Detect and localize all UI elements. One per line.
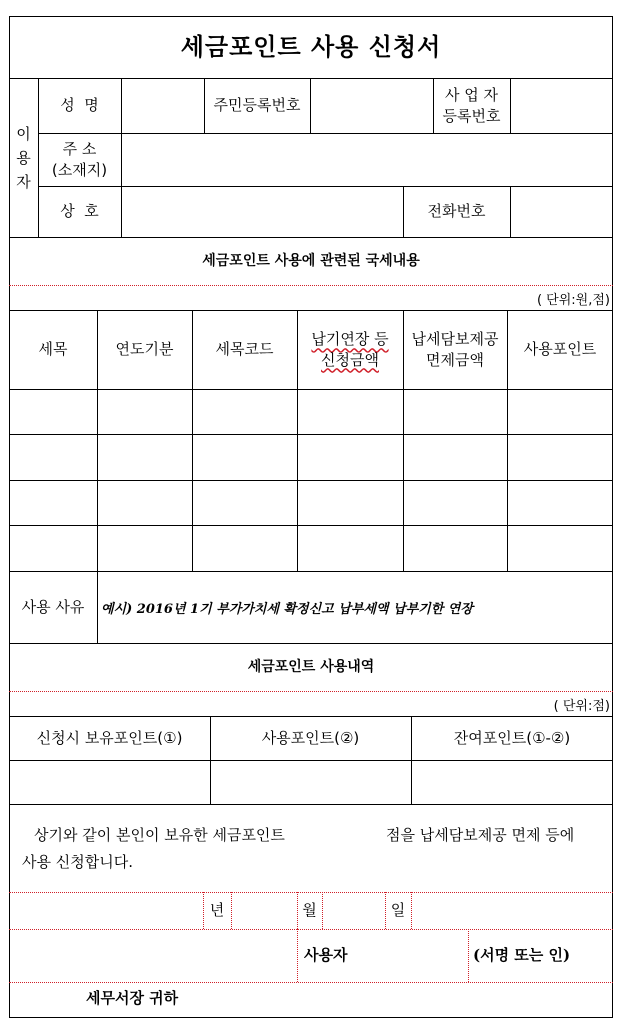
col-tax-code: 세목코드 (215, 340, 274, 359)
usage-section-heading: 세금포인트 사용내역 (247, 658, 375, 675)
user-label: 사용자 (304, 946, 348, 964)
day-label: 일 (390, 901, 406, 920)
col-remaining-points: 잔여포인트(①-②) (453, 728, 571, 747)
tax-section-heading: 세금포인트 사용에 관련된 국세내용 (202, 252, 420, 269)
day-field[interactable] (322, 892, 385, 929)
col-extension-amount (297, 310, 403, 389)
month-field[interactable] (231, 892, 297, 929)
form-title: 세금포인트 사용 신청서 (180, 32, 442, 62)
month-label: 월 (302, 901, 317, 920)
dotted-divider (9, 285, 613, 286)
col-used-points: 사용포인트(②) (261, 728, 360, 747)
col-year: 연도기분 (115, 340, 174, 359)
dotted-divider (9, 929, 613, 930)
dotted-divider (9, 691, 613, 692)
year-label: 년 (209, 901, 225, 920)
declaration-text-line2: 사용 신청합니다. (22, 853, 133, 871)
declaration-text-part2: 점을 납세담보제공 면제 등에 (386, 826, 575, 844)
col-extension-amount-text: 납기연장 등 신청금액 (311, 330, 389, 369)
business-no-label: 사 업 자 등록번호 (442, 86, 501, 125)
col-exempt-amount: 납세담보제공 면제금액 (411, 330, 499, 369)
table-row[interactable] (9, 434, 613, 480)
year-field[interactable] (9, 892, 203, 929)
address-field[interactable] (121, 133, 613, 186)
user-name-field[interactable] (360, 929, 468, 982)
dotted-divider (468, 929, 469, 982)
held-points-field[interactable] (9, 760, 210, 804)
name-label: 성 명 (60, 96, 99, 115)
business-no-field[interactable] (510, 78, 613, 133)
addressee: 세무서장 귀하 (86, 989, 179, 1007)
resident-no-field[interactable] (310, 78, 433, 133)
table-row[interactable] (9, 525, 613, 571)
phone-label: 전화번호 (427, 202, 486, 221)
declaration-points-field[interactable] (336, 820, 382, 844)
phone-field[interactable] (510, 186, 613, 237)
name-field[interactable] (121, 78, 204, 133)
remaining-points-field[interactable] (411, 760, 613, 804)
address-label: 주 소 (소재지) (51, 140, 108, 179)
applicant-group-label: 이 용 자 (16, 124, 31, 191)
dotted-divider (297, 929, 298, 982)
dotted-divider (9, 982, 613, 983)
divider (9, 804, 613, 805)
table-row[interactable] (9, 480, 613, 525)
used-points-field[interactable] (210, 760, 411, 804)
col-held-points: 신청시 보유포인트(①) (36, 728, 183, 747)
sign-label[interactable]: (서명 또는 인) (473, 946, 571, 964)
reason-field[interactable] (97, 571, 613, 643)
company-label: 상 호 (60, 202, 99, 221)
tax-unit-label: ( 단위:원,점) (536, 293, 610, 308)
company-field[interactable] (121, 186, 403, 237)
col-tax-item: 세목 (38, 340, 68, 359)
declaration-text-part1: 상기와 같이 본인이 보유한 세금포인트 (34, 826, 285, 844)
reason-example: 예시) 2016년 1기 부가가치세 확정신고 납부세액 납부기한 연장 (101, 601, 473, 617)
table-row[interactable] (9, 389, 613, 434)
resident-no-label: 주민등록번호 (213, 96, 301, 115)
dotted-divider (411, 892, 412, 929)
col-use-points: 사용포인트 (523, 340, 597, 359)
reason-label: 사용 사유 (21, 597, 85, 616)
usage-unit-label: ( 단위:점) (553, 699, 610, 714)
